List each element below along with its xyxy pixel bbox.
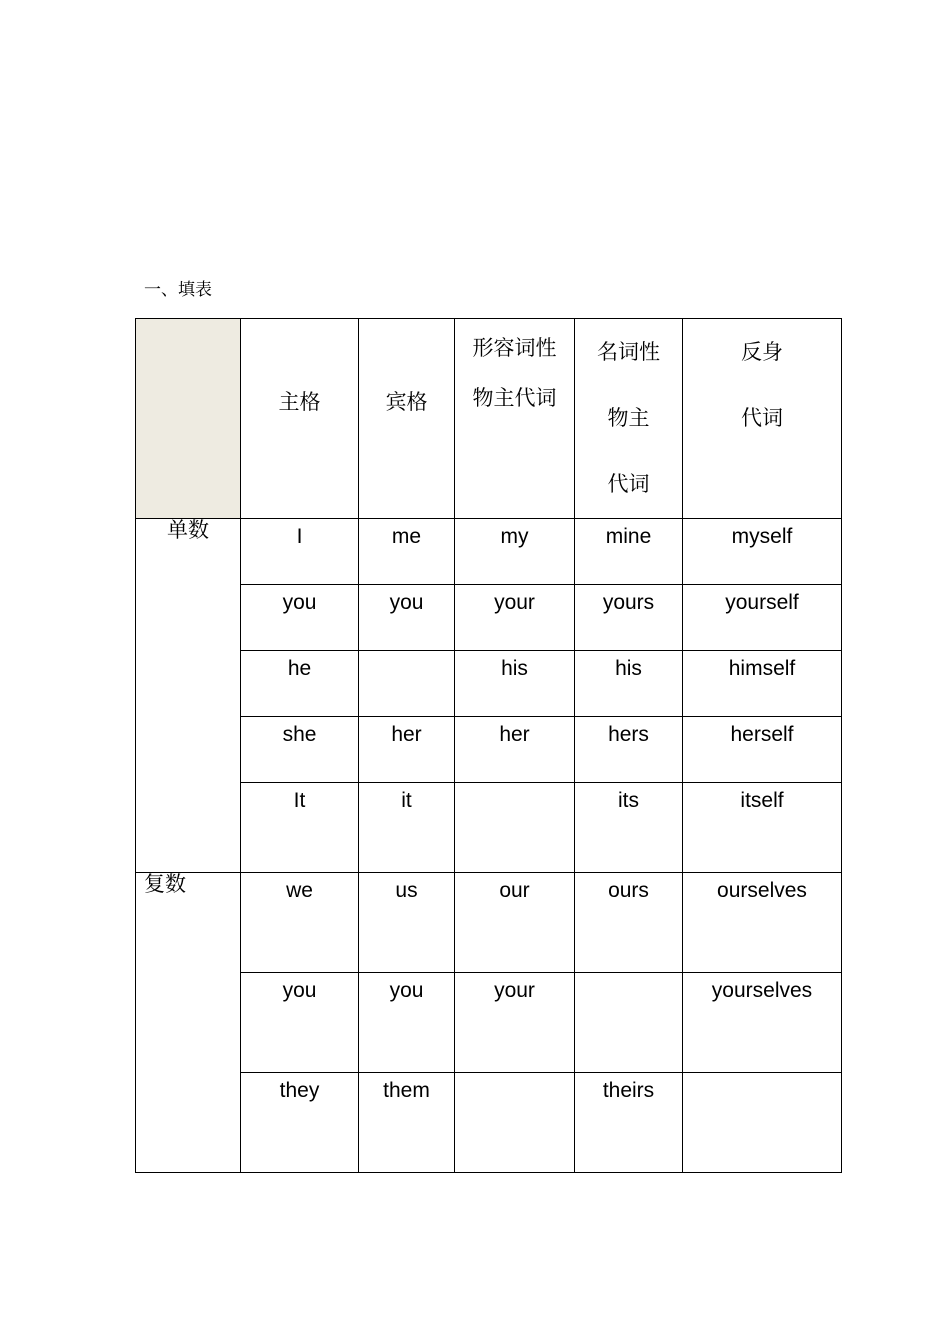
table-row: [136, 651, 842, 717]
table-cell: ourselves: [683, 873, 842, 973]
table-cell: your: [455, 973, 575, 1073]
table-row: [136, 873, 842, 973]
header-possessive-pronoun: 名词性 物主 代词: [575, 319, 683, 519]
table-cell: them: [359, 1073, 455, 1173]
table-cell: yourselves: [683, 973, 842, 1073]
table-cell: he: [241, 651, 359, 717]
table-row: [136, 973, 842, 1073]
group-label-singular: 单数: [136, 519, 241, 873]
table-cell: myself: [683, 519, 842, 585]
table-cell: her: [455, 717, 575, 783]
header-row: [136, 319, 842, 519]
table-cell: [683, 1073, 842, 1173]
header-possessive-adjective: 形容词性 物主代词: [455, 319, 575, 519]
table-cell: himself: [683, 651, 842, 717]
table-cell: hers: [575, 717, 683, 783]
table-cell: [359, 651, 455, 717]
table-cell: its: [575, 783, 683, 873]
table-cell: we: [241, 873, 359, 973]
table-row: [136, 1073, 842, 1173]
table-cell: herself: [683, 717, 842, 783]
table-cell: her: [359, 717, 455, 783]
table-cell: [455, 1073, 575, 1173]
table-cell: [455, 783, 575, 873]
header-reflexive-pronoun: 反身 代词: [683, 319, 842, 519]
table-cell: my: [455, 519, 575, 585]
table-cell: it: [359, 783, 455, 873]
table-cell: you: [241, 585, 359, 651]
table-cell: his: [455, 651, 575, 717]
header-subject-case: 主格: [241, 319, 359, 519]
table-cell: me: [359, 519, 455, 585]
table-cell: [575, 973, 683, 1073]
table-cell: yours: [575, 585, 683, 651]
group-label-plural: 复数: [136, 873, 241, 1173]
table-cell: our: [455, 873, 575, 973]
table-cell: ours: [575, 873, 683, 973]
table-cell: It: [241, 783, 359, 873]
table-cell: they: [241, 1073, 359, 1173]
table-row: [136, 783, 842, 873]
table-row: [136, 585, 842, 651]
section-heading: 一、填表: [144, 280, 212, 300]
table-row: [136, 519, 842, 585]
table-cell: theirs: [575, 1073, 683, 1173]
table-cell: you: [241, 973, 359, 1073]
table-cell: she: [241, 717, 359, 783]
table-cell: yourself: [683, 585, 842, 651]
table-cell: you: [359, 973, 455, 1073]
table-cell: I: [241, 519, 359, 585]
table-cell: us: [359, 873, 455, 973]
pronoun-table: [135, 318, 842, 1173]
table-row: [136, 717, 842, 783]
table-cell: itself: [683, 783, 842, 873]
header-object-case: 宾格: [359, 319, 455, 519]
table-cell: your: [455, 585, 575, 651]
table-cell: his: [575, 651, 683, 717]
table-cell: you: [359, 585, 455, 651]
table-cell: mine: [575, 519, 683, 585]
corner-cell: [136, 319, 241, 519]
